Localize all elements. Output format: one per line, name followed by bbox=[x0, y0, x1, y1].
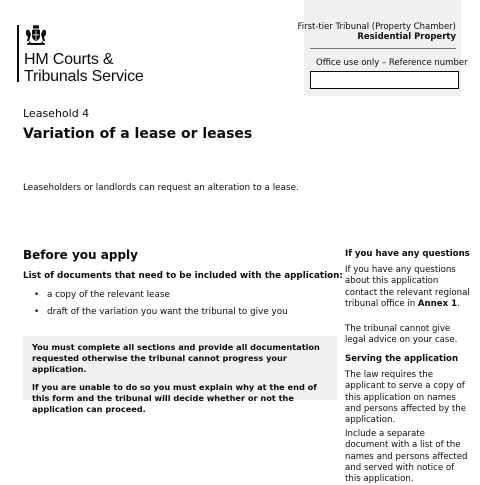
page-title: Variation of a lease or leases bbox=[23, 126, 253, 142]
document-item-text: draft of the variation you want the tribunal to give you bbox=[47, 307, 288, 317]
notice-paragraph-2: If you are unable to do so you must explain why at the end of this form and the tribunal will decide whether or not the application can proceed. bbox=[32, 382, 317, 414]
separate-document-text: Include a separate document with a list of the names and persons affected and served with notice of this application. bbox=[345, 429, 468, 485]
requirements-notice bbox=[23, 336, 337, 414]
legal-advice-text: The tribunal cannot give legal advice on your case. bbox=[345, 324, 458, 346]
documents-list-heading: List of documents that need to be included with the application: bbox=[23, 271, 343, 281]
questions-text bbox=[345, 265, 470, 310]
tribunal-category: Residential Property bbox=[357, 32, 456, 42]
annex-suffix: . bbox=[457, 298, 460, 309]
reference-number-field[interactable] bbox=[310, 71, 459, 89]
bullet-icon: • bbox=[34, 290, 40, 300]
notice-paragraph-1: You must complete all sections and provide all documentation requested otherwise the tribunal cannot progress your application. bbox=[32, 342, 320, 374]
logo-wordmark bbox=[24, 51, 144, 85]
logo-line-2: Tribunals Service bbox=[24, 68, 144, 85]
questions-body: If you have any questions about this application contact the relevant regional tribunal office in bbox=[345, 265, 470, 309]
annex-link[interactable]: Annex 1 bbox=[417, 298, 458, 309]
tribunal-name: First-tier Tribunal (Property Chamber) bbox=[297, 22, 456, 32]
bullet-icon: • bbox=[34, 307, 40, 317]
intro-text: Leaseholders or landlords can request an alteration to a lease. bbox=[23, 183, 299, 193]
logo-line-1: HM Courts & bbox=[24, 51, 114, 68]
documents-list bbox=[23, 287, 323, 321]
office-box-divider bbox=[310, 48, 456, 49]
logo-rule bbox=[17, 25, 19, 82]
before-you-apply-heading: Before you apply bbox=[23, 248, 138, 262]
document-item-text: a copy of the relevant lease bbox=[47, 290, 170, 300]
questions-heading: If you have any questions bbox=[345, 249, 470, 259]
serving-heading: Serving the application bbox=[345, 354, 459, 364]
office-use-label: Office use only – Reference number bbox=[316, 58, 468, 68]
royal-coat-of-arms-icon bbox=[24, 24, 48, 48]
form-code: Leasehold 4 bbox=[23, 107, 90, 120]
serving-text: The law requires the applicant to serve a copy of this application on names and persons affected by the application. bbox=[345, 370, 466, 426]
list-item bbox=[23, 304, 323, 321]
list-item bbox=[23, 287, 323, 304]
